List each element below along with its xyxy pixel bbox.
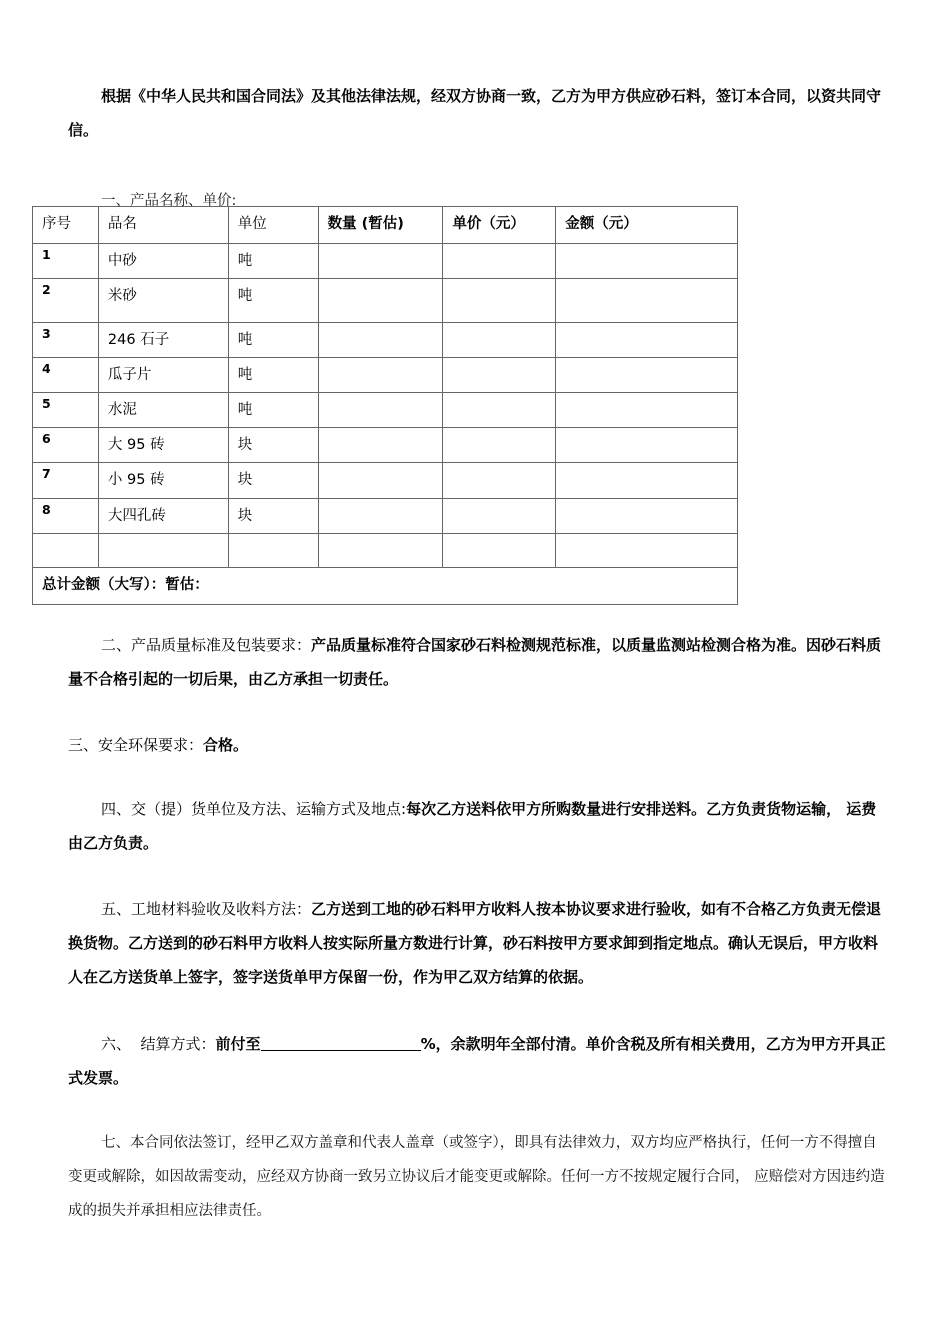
section6-paragraph [68,1027,890,1095]
amount-cell [556,428,738,463]
quantity-cell [318,323,443,358]
empty-cell [443,534,556,568]
table-header-row [33,207,738,244]
table-row [33,279,738,323]
row-number: 8 [33,499,99,534]
price-cell [443,428,556,463]
price-cell [443,358,556,393]
table-row [33,393,738,428]
product-unit: 吨 [228,393,318,428]
column-header: 数量 (暂估) [318,207,443,244]
table-row [33,463,738,499]
row-number: 3 [33,323,99,358]
row-number: 7 [33,463,99,499]
column-header: 单位 [228,207,318,244]
amount-cell [556,358,738,393]
quantity-cell [318,463,443,499]
product-unit: 块 [228,463,318,499]
amount-cell [556,244,738,279]
row-number: 2 [33,279,99,323]
price-cell [443,279,556,323]
price-cell [443,244,556,279]
product-name: 大四孔砖 [98,499,228,534]
total-row [33,568,738,605]
empty-cell [98,534,228,568]
prepayment-blank [261,1036,421,1051]
product-unit: 吨 [228,244,318,279]
column-header: 单价（元） [443,207,556,244]
quantity-cell [318,499,443,534]
price-cell [443,463,556,499]
empty-cell [33,534,99,568]
product-name: 小 95 砖 [98,463,228,499]
table-row-empty [33,534,738,568]
amount-cell [556,279,738,323]
row-number: 6 [33,428,99,463]
intro-text: 根据《中华人民共和国合同法》及其他法律法规，经双方协商一致，乙方为甲方供应砂石料，签订本合同，以资共同守信。 [68,87,882,139]
intro-paragraph [68,79,890,147]
section7-paragraph [68,1126,890,1228]
section6-prefix: 前付至 [215,1035,261,1053]
column-header: 序号 [33,207,99,244]
row-number: 1 [33,244,99,279]
section6-suffix: %，余款明年全部付清。单价含税及所有相关费用，乙方为甲方开具正式发票。 [68,1035,886,1087]
section2-body: 产品质量标准符合国家砂石料检测规范标准，以质量监测站检测合格为准。因砂石料质量不合格引起的一切后果，由乙方承担一切责任。 [68,636,882,688]
quantity-cell [318,393,443,428]
section7-body: 七、本合同依法签订，经甲乙双方盖章和代表人盖章（或签字），即具有法律效力，双方均应严格执行，任何一方不得擅自变更或解除，如因故需变动，应经双方协商一致另立协议后才能变更或解除。任何一方不按规定履行合同， 应赔偿对方因违约造成的损失并承担相应法律责任。 [68,1135,885,1219]
column-header: 品名 [98,207,228,244]
section6-heading: 六、 结算方式： [101,1035,216,1053]
price-cell [443,499,556,534]
product-name: 米砂 [98,279,228,323]
quantity-cell [318,244,443,279]
section3-paragraph [68,728,890,762]
product-name: 大 95 砖 [98,428,228,463]
product-name: 水泥 [98,393,228,428]
price-cell [443,323,556,358]
section2-paragraph [68,628,890,696]
product-unit: 吨 [228,323,318,358]
product-unit: 块 [228,499,318,534]
quantity-cell [318,279,443,323]
section4-body: 每次乙方送料依甲方所购数量进行安排送料。乙方负责货物运输， 运费由乙方负责。 [68,800,877,852]
column-header: 金额（元） [556,207,738,244]
price-cell [443,393,556,428]
empty-cell [228,534,318,568]
section5-body: 乙方送到工地的砂石料甲方收料人按本协议要求进行验收，如有不合格乙方负责无偿退换货物。乙方送到的砂石料甲方收料人按实际所量方数进行计算，砂石料按甲方要求卸到指定地点。确认无误后，甲方收料人在乙方送货单上签字，签字送货单甲方保留一份，作为甲乙双方结算的依据。 [68,900,882,986]
product-table [32,206,738,605]
quantity-cell [318,358,443,393]
total-amount-label: 总计金额（大写）：暂估： [33,568,738,605]
quantity-cell [318,428,443,463]
section2-heading: 二、产品质量标准及包装要求： [101,636,312,654]
row-number: 5 [33,393,99,428]
table-row [33,323,738,358]
amount-cell [556,463,738,499]
section4-paragraph [68,792,890,860]
section3-body: 合格。 [203,736,249,754]
amount-cell [556,499,738,534]
section4-heading: 四、交（提）货单位及方法、运输方式及地点: [101,800,407,818]
product-name: 246 石子 [98,323,228,358]
section5-paragraph [68,892,890,994]
product-name: 中砂 [98,244,228,279]
product-unit: 块 [228,428,318,463]
amount-cell [556,393,738,428]
section3-heading: 三、安全环保要求： [68,736,204,754]
table-row [33,428,738,463]
empty-cell [318,534,443,568]
product-unit: 吨 [228,279,318,323]
table-row [33,358,738,393]
product-name: 瓜子片 [98,358,228,393]
section5-heading: 五、工地材料验收及收料方法： [101,900,312,918]
section1-heading: 一、产品名称、单价: [101,193,237,209]
table-row [33,244,738,279]
product-unit: 吨 [228,358,318,393]
empty-cell [556,534,738,568]
table-row [33,499,738,534]
amount-cell [556,323,738,358]
row-number: 4 [33,358,99,393]
